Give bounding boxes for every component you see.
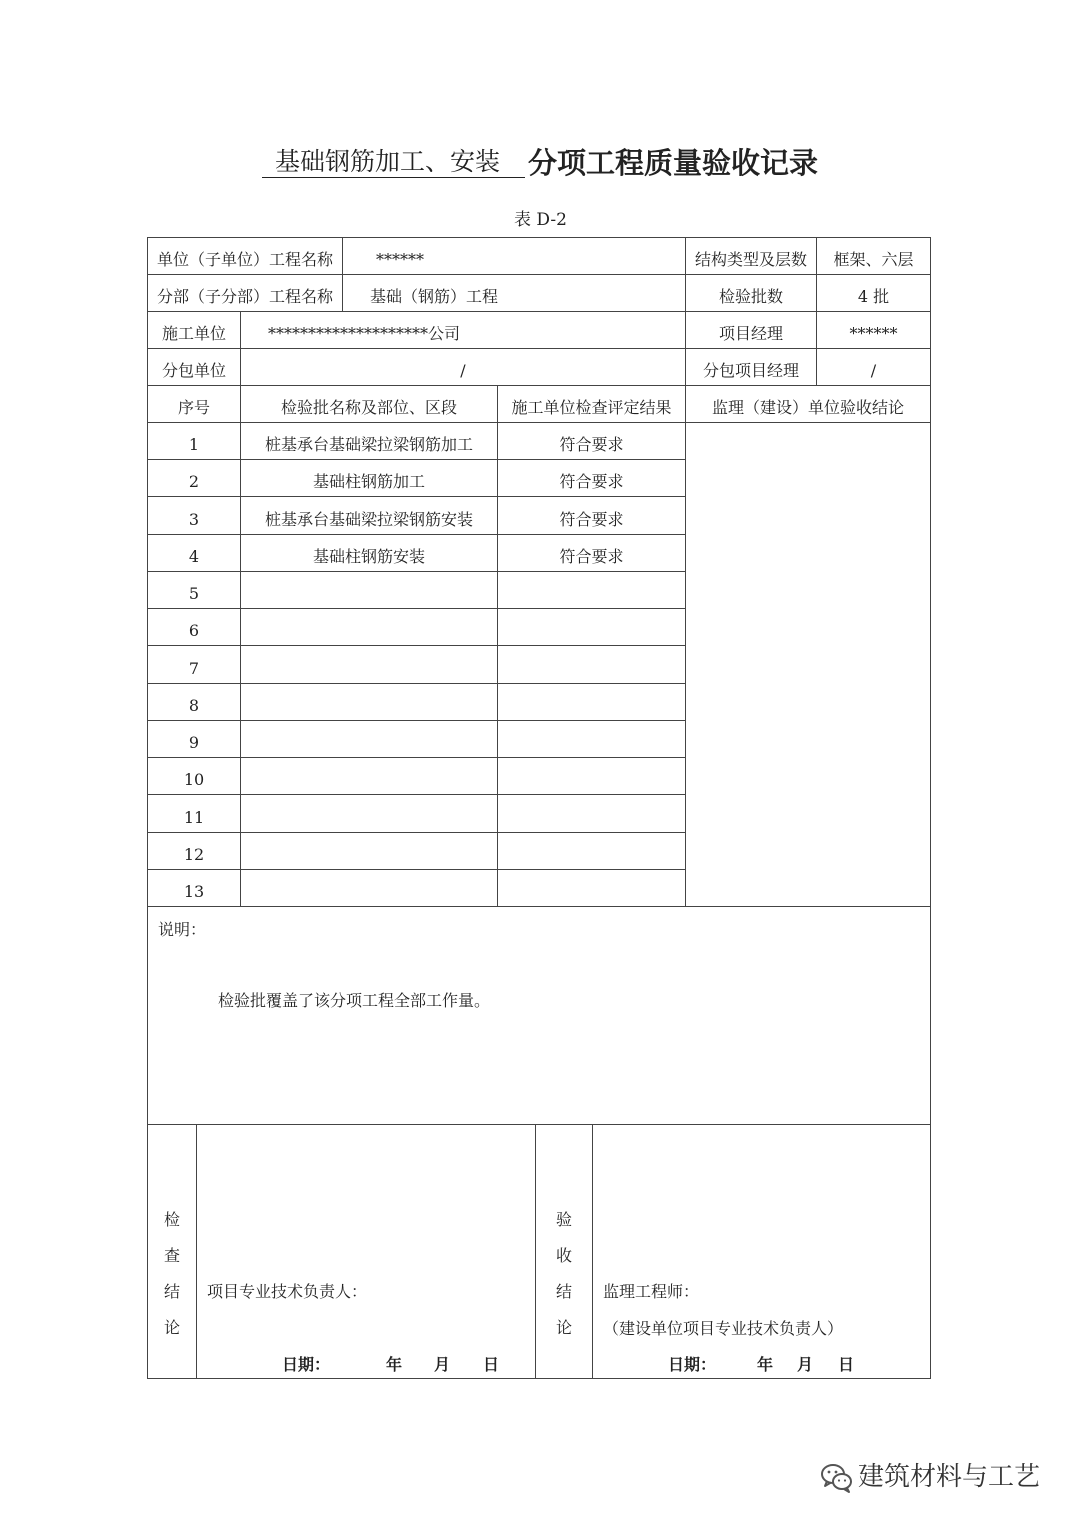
column-header-supervision-conclusion: 监理（建设）单位验收结论 — [685, 385, 931, 423]
inspection-signer-label: 项目专业技术负责人： — [207, 1282, 368, 1301]
subcontractor-label: 分包单位 — [147, 348, 241, 386]
row-result-cell: 符合要求 — [497, 459, 686, 497]
inspection-conclusion-side-label — [147, 1124, 197, 1379]
row-number-cell: 11 — [147, 794, 241, 833]
row-result-cell: 符合要求 — [497, 534, 686, 572]
sub-project-value: 基础（钢筋）工程 — [342, 274, 686, 312]
acceptance-conclusion-side-label — [535, 1124, 593, 1379]
row-batch-name-cell — [240, 794, 498, 833]
contractor-value: ********************公司 — [240, 311, 686, 349]
sub-project-label: 分部（子分部）工程名称 — [147, 274, 343, 312]
supervision-conclusion-cell — [685, 422, 931, 907]
acceptance-conclusion-body — [592, 1124, 931, 1379]
row-batch-name-cell — [240, 757, 498, 795]
contractor-label: 施工单位 — [147, 311, 241, 349]
acceptance-date-label: 日期： — [668, 1355, 717, 1374]
row-batch-name-cell — [240, 571, 498, 609]
row-number-cell: 3 — [147, 496, 241, 535]
row-number-cell: 2 — [147, 459, 241, 497]
project-manager-label: 项目经理 — [685, 311, 817, 349]
row-result-cell — [497, 869, 686, 907]
side-label-char: 检 — [163, 1210, 180, 1229]
row-number-cell: 9 — [147, 720, 241, 758]
notes-text: 检验批覆盖了该分项工程全部工作量。 — [218, 991, 491, 1010]
row-batch-name-cell — [240, 832, 498, 870]
table-number: 表 D-2 — [514, 210, 567, 230]
row-batch-name-cell: 桩基承台基础梁拉梁钢筋安装 — [240, 496, 498, 535]
row-result-cell — [497, 571, 686, 609]
row-result-cell — [497, 608, 686, 646]
row-result-cell: 符合要求 — [497, 496, 686, 535]
row-batch-name-cell — [240, 683, 498, 721]
row-result-cell — [497, 757, 686, 795]
row-result-cell — [497, 720, 686, 758]
side-label-char: 验 — [555, 1210, 572, 1229]
acceptance-signer-note: （建设单位项目专业技术负责人） — [603, 1319, 844, 1338]
notes-label: 说明： — [158, 920, 207, 939]
sub-project-manager-label: 分包项目经理 — [685, 348, 817, 386]
row-result-cell — [497, 683, 686, 721]
structure-type-label: 结构类型及层数 — [685, 237, 817, 275]
project-manager-value: ****** — [816, 311, 931, 349]
row-number-cell: 5 — [147, 571, 241, 609]
unit-project-value: ****** — [342, 237, 686, 275]
row-number-cell: 10 — [147, 757, 241, 795]
column-header-contractor-result: 施工单位检查评定结果 — [497, 385, 686, 423]
row-batch-name-cell: 桩基承台基础梁拉梁钢筋加工 — [240, 422, 498, 460]
row-batch-name-cell: 基础柱钢筋加工 — [240, 459, 498, 497]
row-number-cell: 13 — [147, 869, 241, 907]
page-title: 分项工程质量验收记录 — [528, 146, 819, 180]
row-batch-name-cell: 基础柱钢筋安装 — [240, 534, 498, 572]
sub-project-manager-value: / — [816, 348, 931, 386]
watermark-text: 建筑材料与工艺 — [858, 1462, 1041, 1492]
acceptance-signer-label: 监理工程师： — [603, 1282, 700, 1301]
row-result-cell — [497, 794, 686, 833]
side-label-char: 查 — [163, 1246, 180, 1265]
row-result-cell: 符合要求 — [497, 422, 686, 460]
inspection-date-year: 年 — [386, 1355, 403, 1374]
side-label-char: 论 — [163, 1318, 180, 1337]
notes-section — [147, 906, 931, 1125]
unit-project-label: 单位（子单位）工程名称 — [147, 237, 343, 275]
inspection-conclusion-body — [196, 1124, 536, 1379]
side-label-char: 结 — [163, 1282, 180, 1301]
column-header-number: 序号 — [147, 385, 241, 423]
acceptance-date-day: 日 — [838, 1355, 855, 1374]
row-result-cell — [497, 832, 686, 870]
side-label-char: 收 — [555, 1246, 572, 1265]
row-batch-name-cell — [240, 720, 498, 758]
inspection-date-day: 日 — [483, 1355, 500, 1374]
row-number-cell: 12 — [147, 832, 241, 870]
batch-count-value: 4 批 — [816, 274, 931, 312]
row-number-cell: 1 — [147, 422, 241, 460]
row-number-cell: 4 — [147, 534, 241, 572]
row-batch-name-cell — [240, 645, 498, 684]
row-number-cell: 8 — [147, 683, 241, 721]
row-number-cell: 6 — [147, 608, 241, 646]
row-result-cell — [497, 645, 686, 684]
subcontractor-value: / — [240, 348, 686, 386]
row-number-cell: 7 — [147, 645, 241, 684]
inspection-date-label: 日期： — [282, 1355, 331, 1374]
acceptance-date-year: 年 — [757, 1355, 774, 1374]
side-label-char: 论 — [555, 1318, 572, 1337]
wechat-icon — [820, 1462, 854, 1498]
row-batch-name-cell — [240, 869, 498, 907]
inspection-date-month: 月 — [434, 1355, 451, 1374]
acceptance-date-month: 月 — [797, 1355, 814, 1374]
structure-type-value: 框架、六层 — [816, 237, 931, 275]
row-batch-name-cell — [240, 608, 498, 646]
batch-count-label: 检验批数 — [685, 274, 817, 312]
title-subitem-name: 基础钢筋加工、安装 — [262, 147, 525, 178]
side-label-char: 结 — [555, 1282, 572, 1301]
column-header-batch-name: 检验批名称及部位、区段 — [240, 385, 498, 423]
